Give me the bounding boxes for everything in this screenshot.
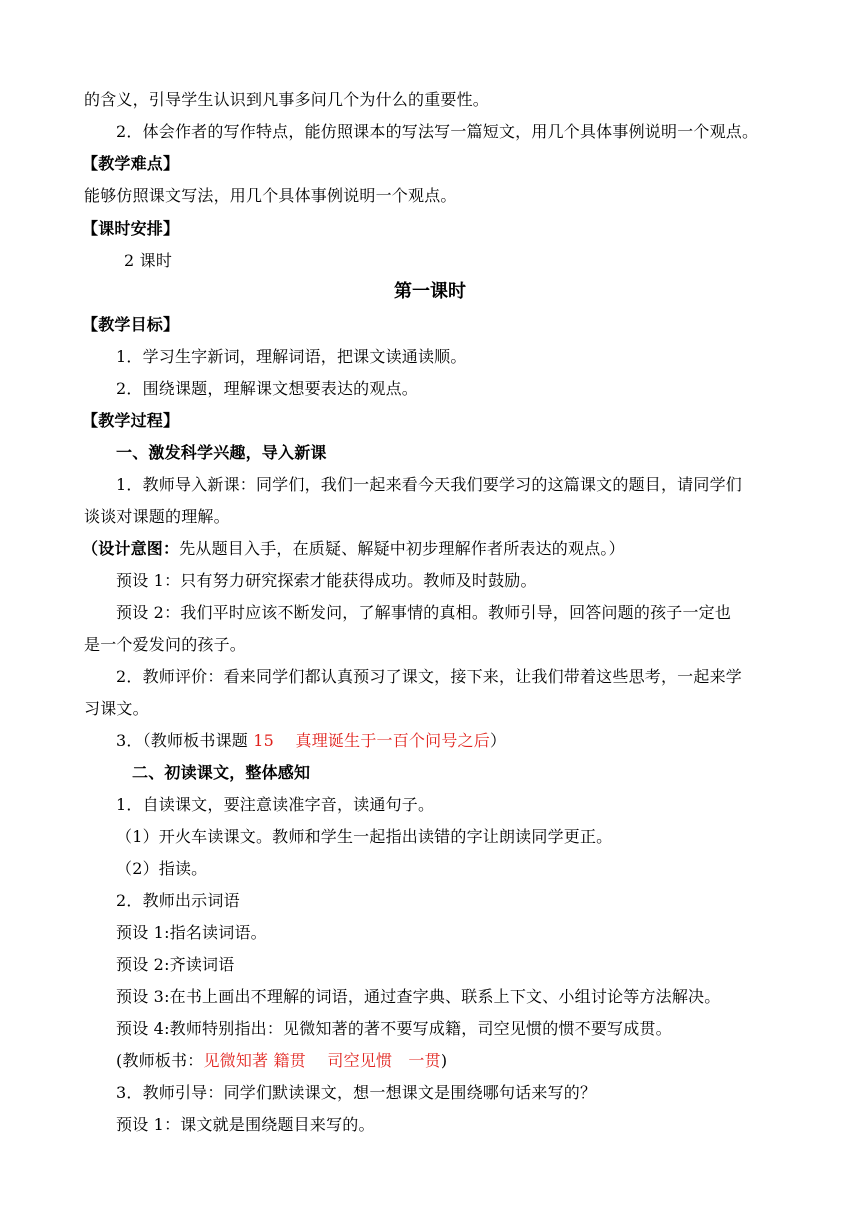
heading-process: 【教学过程】 <box>82 411 180 430</box>
board-words-prefix: (教师板书： <box>116 1051 204 1070</box>
paragraph-line: 2．体会作者的写作特点，能仿照课本的写法写一篇短文，用几个具体事例说明一个观点。 <box>116 122 759 141</box>
paragraph-line: 2．教师评价：看来同学们都认真预习了课文，接下来，让我们带着这些思考，一起来学 <box>116 667 742 686</box>
board-title-text: 15 真理诞生于一百个问号之后 <box>253 731 490 750</box>
paragraph-line: 预设 2：我们平时应该不断发问，了解事情的真相。教师引导，回答问题的孩子一定也 <box>116 603 732 622</box>
subheading: 一、激发科学兴趣，导入新课 <box>116 443 327 462</box>
paragraph-line: 2 课时 <box>124 251 173 270</box>
heading-difficulty: 【教学难点】 <box>82 154 180 173</box>
design-intent-text: 先从题目入手，在质疑、解疑中初步理解作者所表达的观点。） <box>179 539 625 558</box>
paragraph-line: 预设 2:齐读词语 <box>116 955 235 974</box>
section-title: 第一课时 <box>394 281 466 302</box>
paragraph-line: 1．自读课文，要注意读准字音，读通句子。 <box>116 795 435 814</box>
paragraph-line: 习课文。 <box>84 699 149 718</box>
paragraph-line: 1．教师导入新课：同学们，我们一起来看今天我们要学习的这篇课文的题目，请同学们 <box>116 475 742 494</box>
design-intent-label: （设计意图： <box>82 539 180 558</box>
paragraph-line: 3．教师引导：同学们默读课文，想一想课文是围绕哪句话来写的？ <box>116 1083 597 1102</box>
paragraph-line: 谈谈对课题的理解。 <box>84 507 230 526</box>
paragraph-line: 能够仿照课文写法，用几个具体事例说明一个观点。 <box>84 186 457 205</box>
paragraph-line: （2）指读。 <box>116 859 208 878</box>
paragraph-line: 2．围绕课题，理解课文想要表达的观点。 <box>116 379 418 398</box>
paragraph-line: 1．学习生字新词，理解词语，把课文读通读顺。 <box>116 347 467 366</box>
board-title-prefix: 3．（教师板书课题 <box>116 731 254 750</box>
paragraph-line: 是一个爱发问的孩子。 <box>84 635 247 654</box>
heading-goals: 【教学目标】 <box>82 315 180 334</box>
board-title-line <box>116 731 506 751</box>
paragraph-line: 2．教师出示词语 <box>116 891 240 910</box>
paragraph-line: （1）开火车读课文。教师和学生一起指出读错的字让朗读同学更正。 <box>116 827 613 846</box>
paragraph-line: 预设 3:在书上画出不理解的词语，通过查字典、联系上下文、小组讨论等方法解决。 <box>116 987 721 1006</box>
paragraph-line: 预设 1：只有努力研究探索才能获得成功。教师及时鼓励。 <box>116 571 537 590</box>
board-title-suffix: ） <box>489 731 507 750</box>
design-intent <box>82 539 625 559</box>
subheading: 二、初读课文，整体感知 <box>132 763 311 782</box>
paragraph-line: 预设 1：课文就是围绕题目来写的。 <box>116 1115 375 1134</box>
board-words-text: 见微知著 籍贯 司空见惯 一贯 <box>203 1051 441 1070</box>
heading-schedule: 【课时安排】 <box>82 219 180 238</box>
paragraph-line: 预设 1:指名读词语。 <box>116 923 267 942</box>
board-words-suffix: ) <box>440 1051 448 1070</box>
paragraph-line: 的含义，引导学生认识到凡事多问几个为什么的重要性。 <box>84 90 490 109</box>
board-words-line <box>116 1051 447 1071</box>
paragraph-line: 预设 4:教师特别指出：见微知著的著不要写成籍，司空见惯的惯不要写成贯。 <box>116 1019 672 1038</box>
